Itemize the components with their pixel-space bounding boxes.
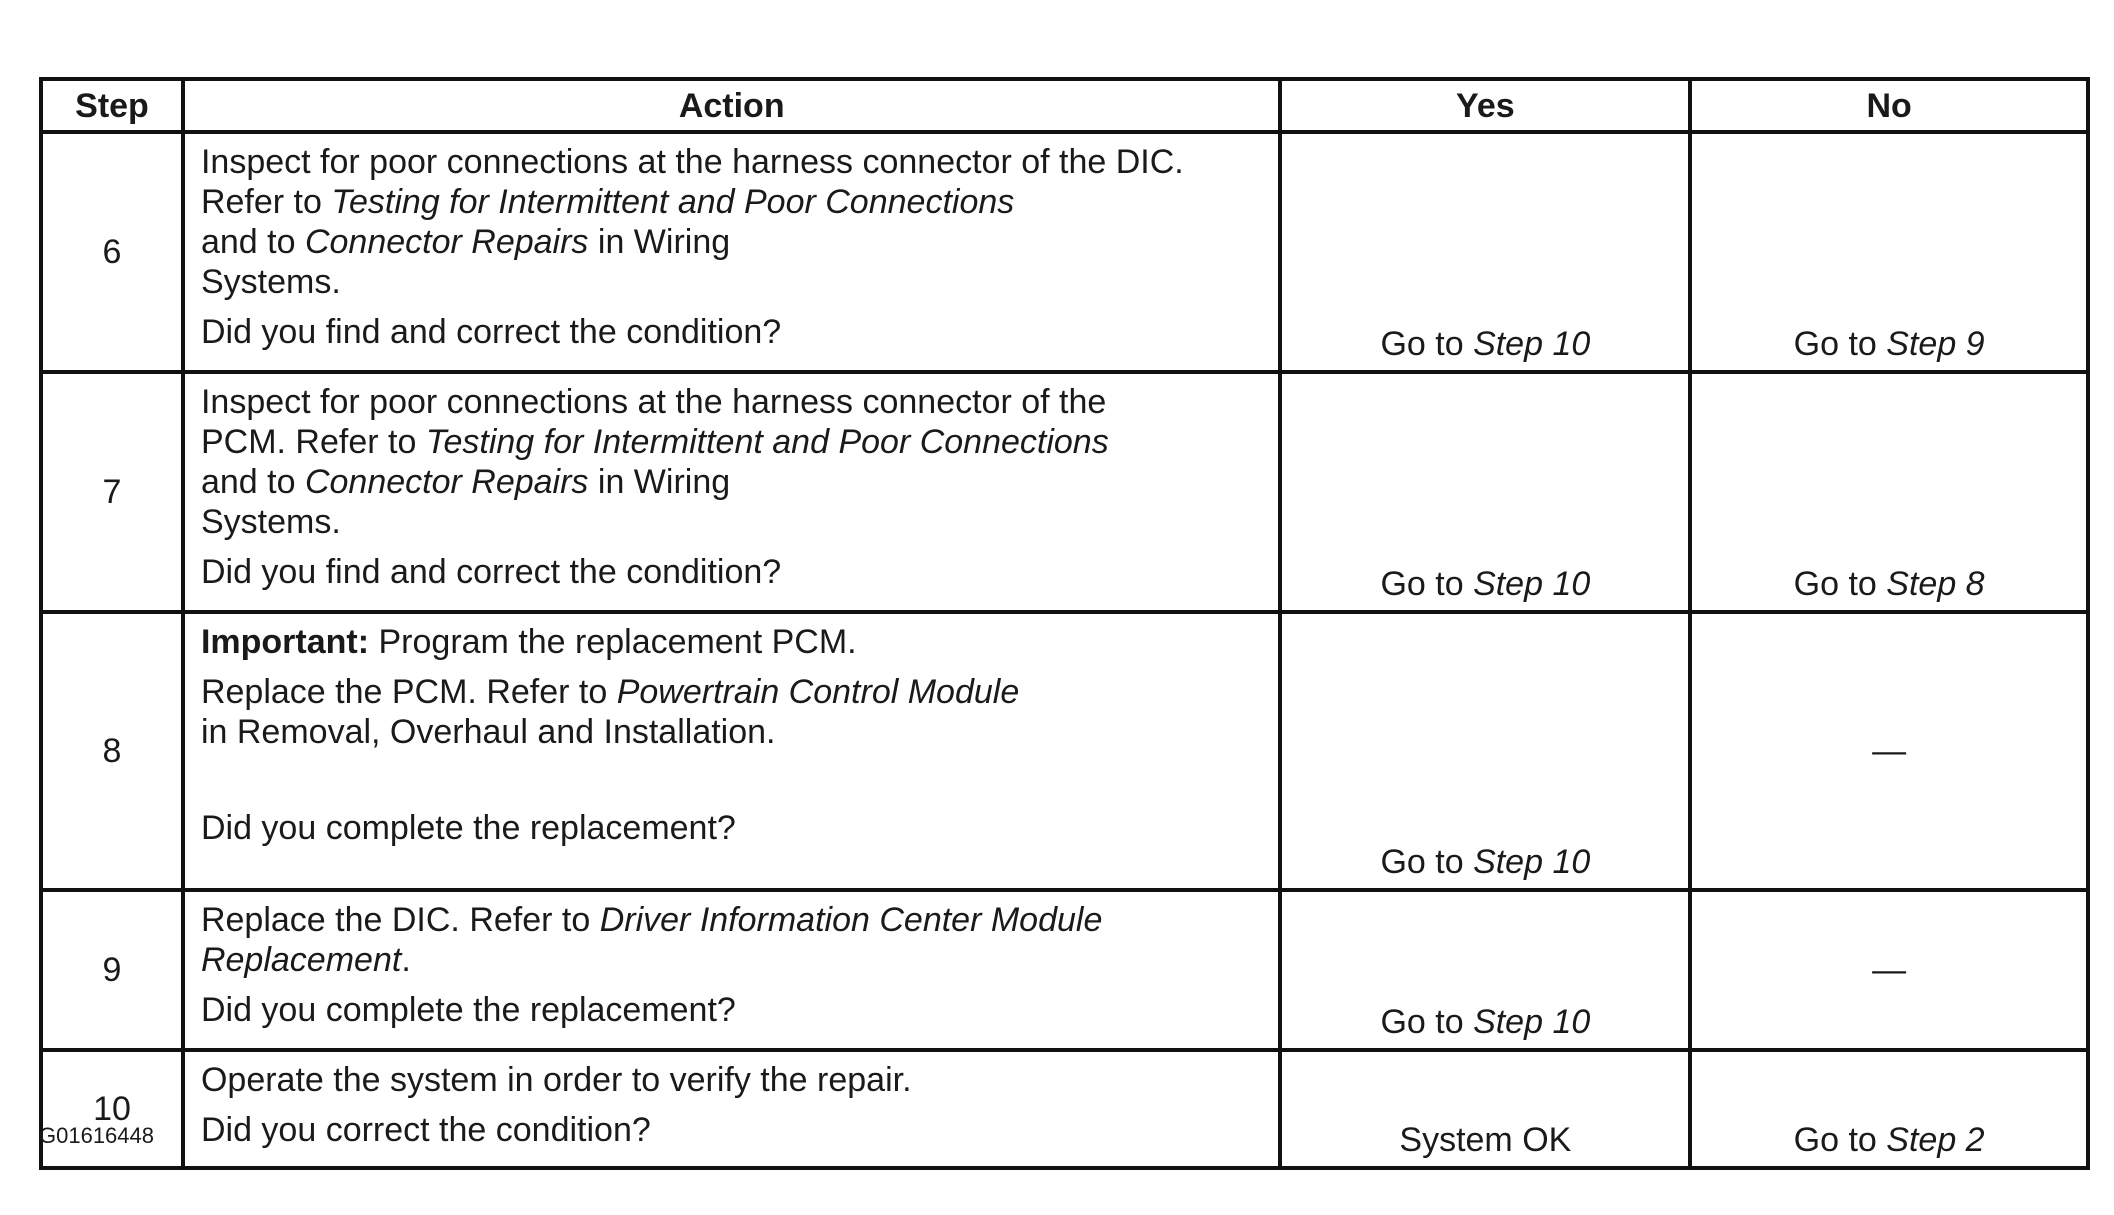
header-action: Action xyxy=(183,79,1281,132)
action-refer-line2 xyxy=(201,940,1269,980)
important-text: Program the replacement PCM. xyxy=(369,623,857,661)
refer-link-text: Powertrain Control Module xyxy=(616,673,1020,711)
action-refer xyxy=(201,182,1269,222)
action-refer xyxy=(201,900,1269,940)
no-cell xyxy=(1690,372,2088,612)
no-cell: — xyxy=(1690,890,2088,1050)
refer-link-text: Testing for Intermittent and Poor Connections xyxy=(425,423,1109,461)
yes-cell xyxy=(1280,890,1690,1050)
action-text: Operate the system in order to verify the repair. xyxy=(200,1061,912,1099)
no-prefix: Go to xyxy=(1793,325,1887,363)
figure-id: G01616448 xyxy=(39,1123,154,1148)
header-step: Step xyxy=(41,79,183,132)
refer-prefix: PCM. Refer to xyxy=(200,423,426,461)
action-tail: in Removal, Overhaul and Installation. xyxy=(200,713,776,751)
refer-prefix: Replace the DIC. Refer to xyxy=(200,901,600,939)
step-number: 8 xyxy=(41,612,183,890)
and-suffix: in Wiring xyxy=(588,223,731,261)
action-cell xyxy=(183,1050,1281,1168)
and-link-text: Connector Repairs xyxy=(304,463,589,501)
no-prefix: Go to xyxy=(1793,1121,1887,1159)
yes-step-ref: Step 10 xyxy=(1473,565,1591,603)
refer-prefix: Replace the PCM. Refer to xyxy=(200,673,617,711)
refer-link-text: Testing for Intermittent and Poor Connections xyxy=(331,183,1015,221)
action-and xyxy=(201,462,1269,502)
step-number: 9 xyxy=(41,890,183,1050)
yes-step-ref: Step 10 xyxy=(1473,1003,1591,1041)
question: Did you correct the condition? xyxy=(200,1111,651,1149)
question: Did you find and correct the condition? xyxy=(200,553,782,591)
and-prefix: and to xyxy=(200,463,305,501)
important-label: Important: xyxy=(200,623,370,661)
yes-cell xyxy=(1280,372,1690,612)
question: Did you complete the replacement? xyxy=(200,809,736,847)
and-link-text: Connector Repairs xyxy=(304,223,589,261)
refer-link-text: Driver Information Center Module xyxy=(599,901,1103,939)
yes-cell: System OK xyxy=(1280,1050,1690,1168)
header-no: No xyxy=(1690,79,2088,132)
and-suffix: in Wiring xyxy=(588,463,731,501)
step-number: 6 xyxy=(41,132,183,372)
no-cell: — xyxy=(1690,612,2088,890)
action-and xyxy=(201,222,1269,262)
action-refer xyxy=(201,672,1269,712)
table-row xyxy=(41,372,2088,612)
and-prefix: and to xyxy=(200,223,305,261)
no-cell xyxy=(1690,1050,2088,1168)
table-row xyxy=(41,132,2088,372)
action-cell xyxy=(183,890,1281,1050)
action-refer xyxy=(201,422,1269,462)
step-number: 7 xyxy=(41,372,183,612)
yes-prefix: Go to xyxy=(1380,1003,1474,1041)
action-cell xyxy=(183,372,1281,612)
refer-suffix: . xyxy=(401,941,411,979)
yes-step-ref: Step 10 xyxy=(1473,325,1591,363)
question: Did you complete the replacement? xyxy=(200,991,736,1029)
action-tail: Systems. xyxy=(200,263,341,301)
action-text: Inspect for poor connections at the harness connector of the xyxy=(200,383,1107,421)
no-prefix: Go to xyxy=(1793,565,1887,603)
header-yes: Yes xyxy=(1280,79,1690,132)
table-row xyxy=(41,890,2088,1050)
yes-prefix: Go to xyxy=(1380,325,1474,363)
no-step-ref: Step 9 xyxy=(1886,325,1985,363)
no-step-ref: Step 2 xyxy=(1886,1121,1985,1159)
action-cell xyxy=(183,132,1281,372)
yes-cell xyxy=(1280,132,1690,372)
table-row xyxy=(41,612,2088,890)
yes-step-ref: Step 10 xyxy=(1473,843,1591,881)
yes-prefix: Go to xyxy=(1380,565,1474,603)
question: Did you find and correct the condition? xyxy=(200,313,782,351)
action-tail: Systems. xyxy=(200,503,341,541)
diagnostic-table xyxy=(39,77,2090,1170)
important-note xyxy=(201,622,1269,662)
table-header-row xyxy=(41,79,2088,132)
yes-cell xyxy=(1280,612,1690,890)
yes-prefix: Go to xyxy=(1380,843,1474,881)
refer-prefix: Refer to xyxy=(200,183,332,221)
step-number: 10 xyxy=(41,1050,183,1168)
refer-link-text-cont: Replacement xyxy=(200,941,402,979)
action-text: Inspect for poor connections at the harness connector of the DIC. xyxy=(200,143,1184,181)
no-cell xyxy=(1690,132,2088,372)
no-step-ref: Step 8 xyxy=(1886,565,1985,603)
action-cell xyxy=(183,612,1281,890)
table-row xyxy=(41,1050,2088,1168)
